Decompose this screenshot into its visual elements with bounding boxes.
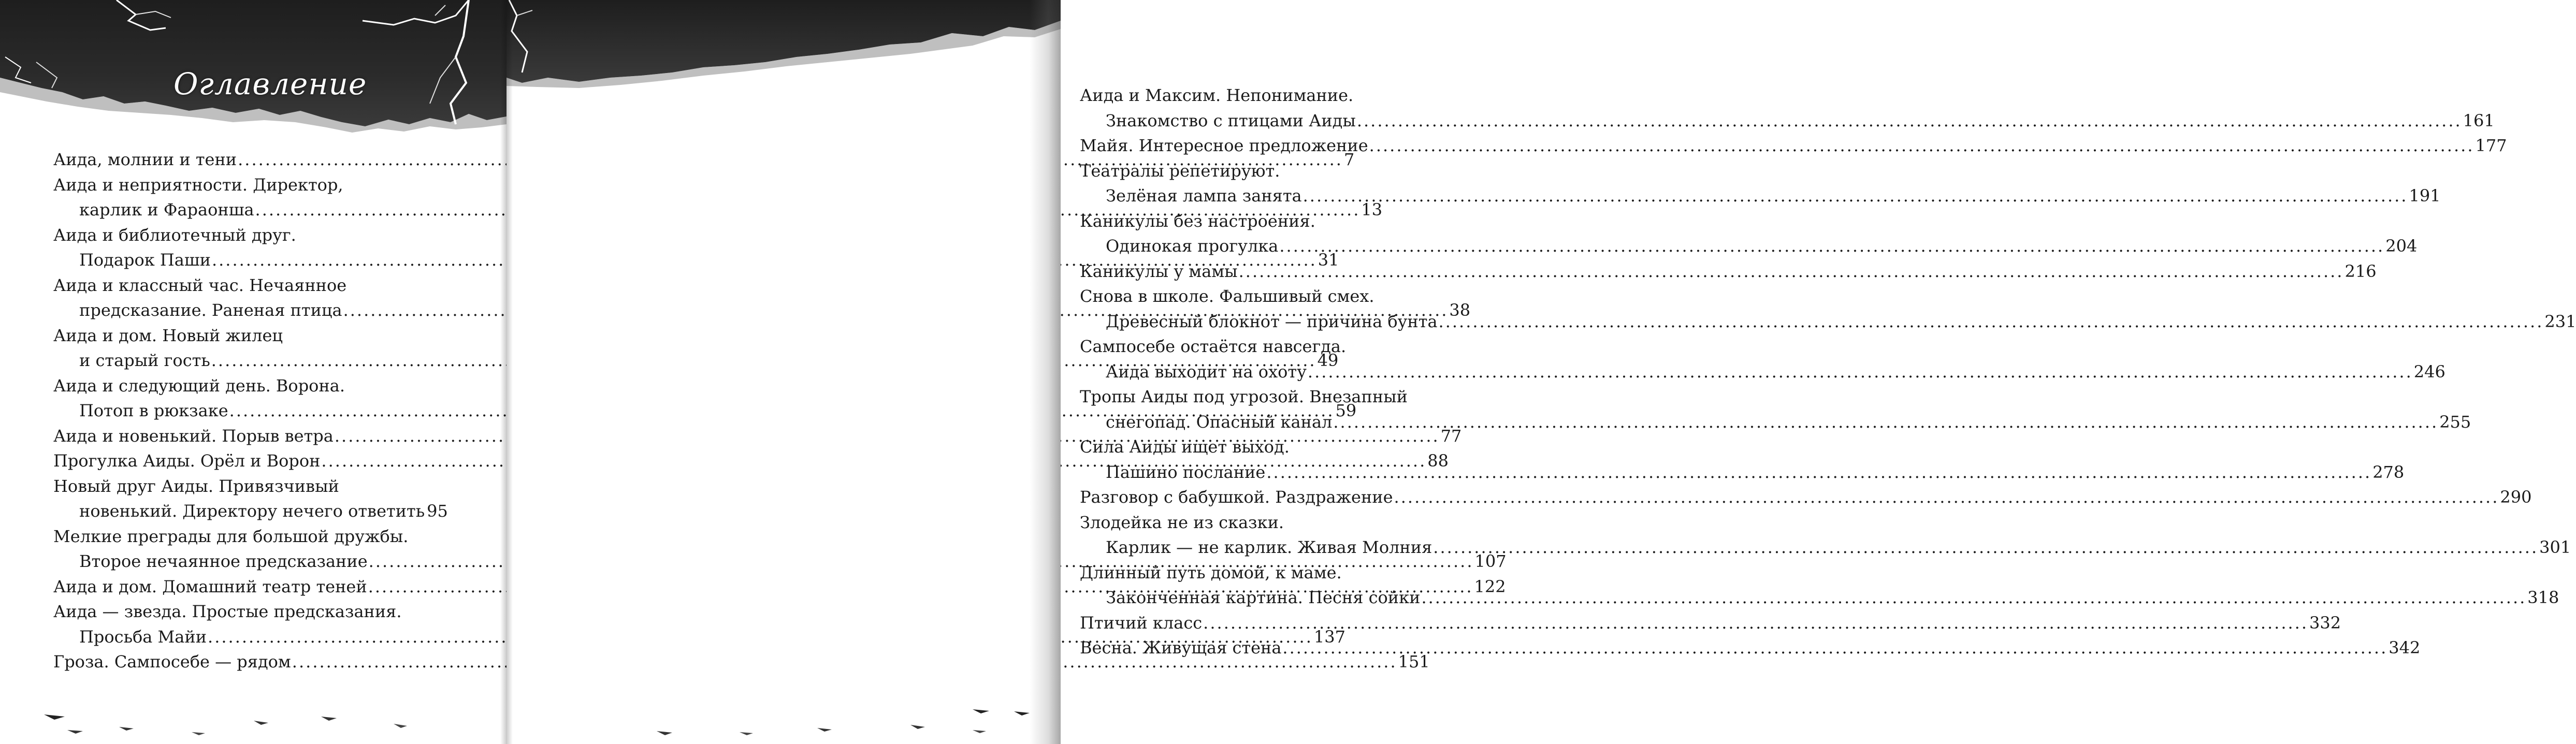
toc-entry-line [1080, 560, 1479, 586]
toc-entry-title: новенький. Директору нечего ответить [79, 501, 425, 521]
toc-entry-title: Карлик — не карлик. Живая Молния [1106, 537, 1432, 557]
toc-entry-line [53, 373, 437, 399]
toc-entry [1080, 259, 2377, 284]
toc-page-number: 59 [1335, 401, 1357, 420]
toc-entry [1080, 209, 2418, 259]
toc-entry [1080, 158, 2441, 209]
toc-entry-line [1080, 133, 2507, 158]
toc-page-number: 290 [2500, 487, 2532, 507]
toc-entry-line [53, 172, 437, 198]
toc-entry-title: Знакомство с птицами Аиды [1106, 110, 1356, 130]
page-edge-shadow [1030, 0, 1061, 744]
toc-entry-title: Злодейка не из сказки. [1080, 512, 1284, 532]
dot-leader [1266, 460, 2371, 485]
toc-entry-title: Аида и дом. Домашний театр теней [53, 576, 367, 596]
toc-entry-title: карлик и Фараонша [79, 200, 254, 220]
toc-entry-line [1080, 234, 2418, 259]
toc-entry-line [1080, 334, 1479, 359]
dot-leader [1357, 108, 2462, 134]
toc-entry [1080, 384, 2471, 434]
toc-entry-title: Сампосебе остаётся навсегда. [1080, 337, 1347, 356]
toc-entry [1080, 610, 2341, 636]
toc-entry-title: Одинокая прогулка [1106, 236, 1279, 256]
toc-page-number: 151 [1398, 652, 1430, 672]
toc-page-number: 231 [2544, 311, 2576, 331]
toc-entry-line [1080, 259, 2377, 284]
toc-entry-title: и старый гость [79, 351, 210, 370]
toc-entry-title: предсказание. Раненая птица [79, 300, 342, 320]
toc-page-number: 204 [2385, 236, 2418, 256]
toc-entry-title: Просьба Майи [79, 626, 207, 647]
toc-entry-line [1080, 635, 2421, 661]
toc-entry-line [53, 499, 448, 524]
dot-leader [1303, 183, 2408, 209]
dot-leader [1369, 133, 2474, 158]
toc-page-number: 216 [2345, 261, 2377, 281]
toc-entry [53, 474, 448, 524]
toc-entry-title: Новый друг Аиды. Привязчивый [53, 476, 339, 496]
toc-entry [1080, 635, 2421, 661]
toc-page-number: 77 [1440, 426, 1462, 446]
toc-entry-title: Подарок Паши [79, 250, 211, 270]
storm-cloud-illustration-right [506, 0, 1061, 88]
toc-entry-title: Весна. Живущая стена [1080, 638, 1282, 658]
toc-entry-title: Аида и неприятности. Директор, [53, 174, 343, 195]
toc-entry-line [1080, 384, 1479, 410]
toc-entry-line [1080, 183, 2441, 209]
toc-page-number: 13 [1361, 200, 1383, 220]
toc-page-number: 107 [1474, 551, 1507, 571]
toc-title: Оглавление [173, 66, 367, 101]
toc-page-number: 246 [2413, 361, 2445, 382]
toc-entry [1080, 83, 2495, 133]
toc-entry-line [1080, 510, 1479, 535]
toc-entry [1080, 510, 2571, 560]
toc-entry-line [53, 524, 437, 549]
toc-entry-line [53, 273, 437, 298]
dot-leader [1439, 309, 2544, 334]
toc-page-number: 301 [2539, 537, 2571, 557]
toc-page-number: 191 [2409, 186, 2441, 206]
toc-entry-title: Зелёная лампа занята [1106, 186, 1302, 206]
toc-entry [1080, 334, 2445, 384]
toc-entry-line [1080, 460, 2405, 485]
dot-leader [1333, 410, 2438, 435]
toc-page-number: 31 [1318, 250, 1339, 270]
toc-entry-title: Снова в школе. Фальшивый смех. [1080, 286, 1374, 306]
toc-page-number: 318 [2527, 588, 2559, 607]
toc-entry-title: Аида и библиотечный друг. [53, 225, 296, 245]
toc-entry-title: Гроза. Сампосебе — рядом [53, 652, 291, 672]
toc-entry-line [1080, 108, 2495, 134]
toc-page-number: 49 [1317, 351, 1339, 370]
birds-silhouettes-right [506, 694, 1061, 744]
toc-page-number: 137 [1313, 626, 1345, 647]
toc-entry-title: снегопад. Опасный канал [1106, 412, 1333, 432]
toc-entry-title: Аида и новенький. Порыв ветра [53, 426, 334, 446]
toc-page-number: 161 [2463, 110, 2495, 130]
toc-entry-title: Каникулы у мамы [1080, 261, 1238, 281]
toc-entry-line [1080, 410, 2471, 435]
dot-leader [1279, 234, 2384, 259]
toc-entry-title: Древесный блокнот — причина бунта [1106, 311, 1438, 331]
toc-entry-title: Сила Аиды ищет выход. [1080, 437, 1290, 457]
toc-page-number: 332 [2309, 612, 2341, 633]
toc-page-number: 278 [2372, 462, 2405, 482]
dot-leader [1433, 535, 2538, 560]
toc-entry-line [53, 323, 437, 348]
toc-entry-title: Мелкие преграды для большой дружбы. [53, 526, 409, 546]
toc-page-number: 38 [1449, 300, 1471, 320]
toc-entry-title: Тропы Аиды под угрозой. Внезапный [1080, 387, 1408, 406]
book-gutter [500, 0, 513, 744]
birds-silhouettes-left [0, 694, 506, 744]
toc-entry-line [1080, 284, 1479, 309]
toc-entry-line [1080, 209, 1479, 234]
toc-entry-title: Аида и дом. Новый жилец [53, 325, 283, 345]
toc-entry-line [1080, 610, 2341, 636]
toc-entry-line [53, 649, 1430, 675]
toc-entry-line [53, 474, 437, 499]
toc-entry-title: Аида — звезда. Простые предсказания. [53, 602, 402, 621]
dot-leader [1394, 485, 2499, 510]
toc-page-number: 95 [427, 501, 448, 521]
toc-page-number: 342 [2389, 638, 2421, 658]
toc-entry-title: Аида выходит на охоту [1106, 361, 1307, 382]
dot-leader [1308, 359, 2413, 385]
toc-page-number: 7 [1343, 150, 1355, 169]
toc-entry-title: Второе нечаянное предсказание [79, 551, 368, 571]
toc-entry-title: Птичий класс [1080, 612, 1203, 633]
toc-entry-title: Майя. Интересное предложение [1080, 136, 1368, 155]
toc-entry [1080, 434, 2405, 485]
toc-entry-title: Аида и следующий день. Ворона. [53, 375, 345, 396]
toc-entry-line [1080, 485, 2532, 510]
toc-entry-title: Прогулка Аиды. Орёл и Ворон [53, 451, 321, 471]
toc-entry-title: Аида и Максим. Непонимание. [1080, 85, 1354, 105]
dot-leader [1239, 259, 2344, 284]
toc-entry-title: Театралы репетируют. [1080, 161, 1280, 181]
toc-entry-line [53, 223, 437, 248]
toc-entry-title: Аида, молнии и тени [53, 150, 237, 169]
toc-entry-line [1080, 434, 1479, 460]
toc-entry-line [53, 599, 437, 624]
dot-leader [1421, 585, 2526, 610]
toc-entry-line [1080, 359, 2445, 385]
dot-leader [1203, 610, 2308, 636]
toc-page-number: 255 [2439, 412, 2471, 432]
toc-page-number: 122 [1474, 576, 1506, 596]
toc-entry-title: Пашино послание [1106, 462, 1266, 482]
toc-entry-title: Законченная картина. Песня сойки [1106, 588, 1421, 607]
toc-page-number: 177 [2475, 136, 2507, 155]
toc-entry-line [1080, 83, 1479, 108]
toc-entry-title: Длинный путь домой, к маме. [1080, 562, 1342, 582]
dot-leader [1282, 635, 2387, 661]
toc-entry-title: Аида и классный час. Нечаянное [53, 275, 347, 295]
toc-entry-title: Потоп в рюкзаке [79, 401, 228, 420]
toc-entry-line [1080, 158, 1479, 184]
toc-entry-line [1080, 535, 2571, 560]
toc-page-number: 88 [1427, 451, 1449, 471]
toc-entry-line [1080, 309, 2576, 334]
toc-entry [1080, 133, 2507, 158]
toc-entry [53, 649, 1430, 675]
toc-entry [1080, 284, 2576, 334]
toc-entry-title: Разговор с бабушкой. Раздражение [1080, 487, 1393, 507]
toc-entry-title: Каникулы без настроения. [1080, 211, 1315, 231]
toc-entry [1080, 485, 2532, 510]
